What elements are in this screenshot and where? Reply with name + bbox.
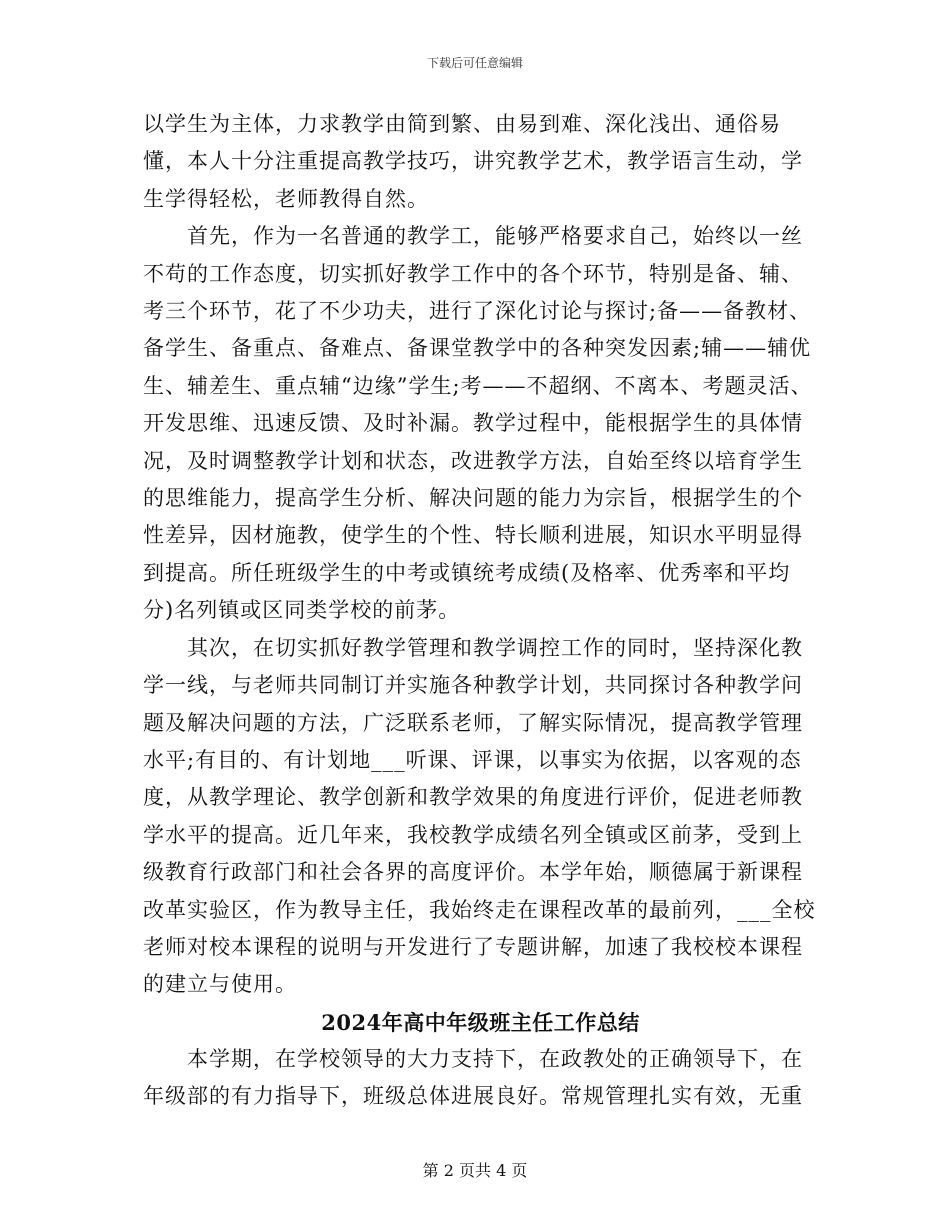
- page-header: 下载后可任意编辑: [426, 56, 523, 70]
- paragraph-1: 以学生为主体，力求教学由简到繁、由易到难、深化浅出、通俗易懂，本人十分注重提高教学技巧，讲究教学艺术，教学语言生动，学生学得轻松，老师教得自然。: [143, 112, 803, 211]
- document-body: [143, 106, 818, 1116]
- section-title: 2024年高中年级班主任工作总结: [321, 1009, 640, 1035]
- paragraph-2: 首先，作为一名普通的教学工，能够严格要求自己，始终以一丝不苟的工作态度，切实抓好教学工作中的各个环节，特别是备、辅、考三个环节，花了不少功夫，进行了深化讨论与探讨;备——备教材、备学生、备重点、备难点、备课堂教学中的各种突发因素;辅——辅优生、辅差生、重点辅“边缘”学生;考——不超纲、不离本、考题灵活、开发思维、迅速反馈、及时补漏。教学过程中，能根据学生的具体情况，及时调整教学计划和状态，改进教学方法，自始至终以培育学生的思维能力，提高学生分析、解决问题的能力为宗旨，根据学生的个性差异，因材施教，使学生的个性、特长顺利进展，知识水平明显得到提高。所任班级学生的中考或镇统考成绩(及格率、优秀率和平均分)名列镇或区同类学校的前茅。: [143, 224, 813, 623]
- section-paragraph: 本学期，在学校领导的大力支持下，在政教处的正确领导下，在年级部的有力指导下，班级总体进展良好。常规管理扎实有效，无重: [143, 1046, 803, 1109]
- paragraph-3: 其次，在切实抓好教学管理和教学调控工作的同时，坚持深化教学一线，与老师共同制订并实施各种教学计划，共同探讨各种教学问题及解决问题的方法，广泛联系老师，了解实际情况，提高教学管理水平;有目的、有计划地___听课、评课，以事实为依据，以客观的态度，从教学理论、教学创新和教学效果的角度进行评价，促进老师教学水平的提高。近几年来，我校教学成绩名列全镇或区前茅，受到上级教育行政部门和社会各界的高度评价。本学年始，顺德属于新课程改革实验区，作为教导主任，我始终走在课程改革的最前列，___全校老师对校本课程的说明与开发进行了专题讲解，加速了我校校本课程的建立与使用。: [143, 635, 816, 997]
- page-footer: 第 2 页共 4 页: [422, 1161, 528, 1180]
